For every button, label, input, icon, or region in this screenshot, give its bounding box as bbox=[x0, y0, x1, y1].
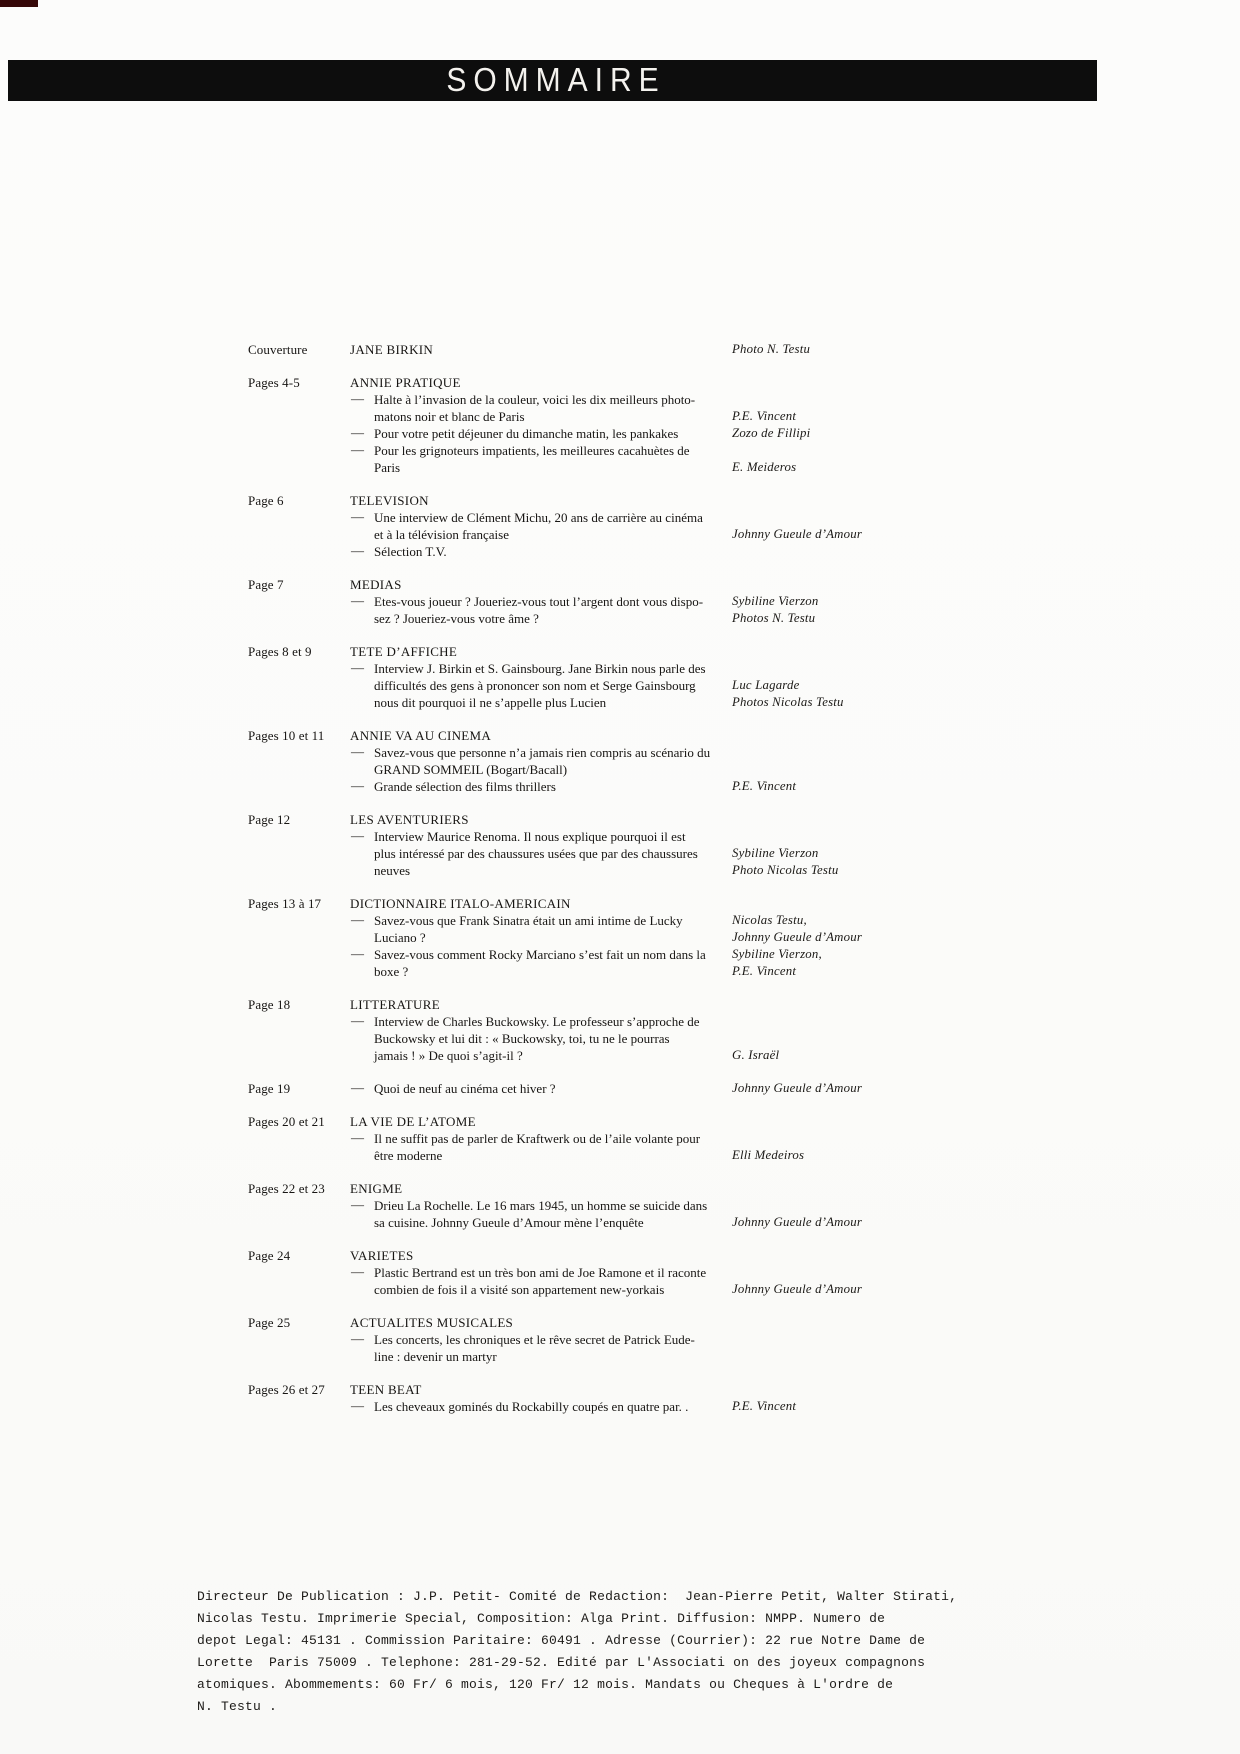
entry-item-line: jamais ! » De quoi s’agit-il ? bbox=[374, 1048, 523, 1063]
entry-item-line: être moderne bbox=[374, 1148, 443, 1163]
bullet-dash-icon: — bbox=[351, 1197, 364, 1212]
entry-page-label: Page 7 bbox=[248, 577, 284, 592]
entry-item-line: combien de fois il a visité son appartement new-yorkais bbox=[374, 1282, 665, 1297]
footer-line: N. Testu . bbox=[197, 1699, 278, 1714]
toc-entry bbox=[248, 1247, 968, 1298]
entry-item-line: plus intéressé par des chaussures usées que par des chaussures bbox=[374, 846, 698, 861]
entry-item-line: Halte à l’invasion de la couleur, voici les dix meilleurs photo- bbox=[374, 392, 696, 407]
bullet-dash-icon: — bbox=[351, 442, 364, 457]
entry-page-label: Pages 22 et 23 bbox=[248, 1181, 325, 1196]
entry-credit: Johnny Gueule d’Amour bbox=[732, 1081, 863, 1095]
entry-title: ANNIE PRATIQUE bbox=[350, 375, 461, 390]
entry-credit: Elli Medeiros bbox=[732, 1148, 805, 1162]
entry-item-line: Pour les grignoteurs impatients, les meilleures cacahuètes de bbox=[374, 443, 690, 458]
entry-item-line: Etes-vous joueur ? Joueriez-vous tout l’argent dont vous dispo- bbox=[374, 594, 704, 609]
bullet-dash-icon: — bbox=[351, 912, 364, 927]
entry-credit: P.E. Vincent bbox=[732, 1399, 797, 1413]
entry-item-line: Interview Maurice Renoma. Il nous explique pourquoi il est bbox=[374, 829, 686, 844]
toc-entry bbox=[248, 1314, 968, 1365]
toc-entry bbox=[248, 1113, 968, 1164]
bullet-dash-icon: — bbox=[351, 660, 364, 675]
footer-line: Nicolas Testu. Imprimerie Special, Composition: Alga Print. Diffusion: NMPP. Numero de bbox=[197, 1611, 886, 1626]
entry-item-line: Pour votre petit déjeuner du dimanche matin, les pankakes bbox=[374, 426, 679, 441]
entry-credit: Johnny Gueule d’Amour bbox=[732, 1282, 863, 1296]
entry-item-line: et à la télévision française bbox=[374, 527, 509, 542]
entry-credit: Photos N. Testu bbox=[732, 611, 816, 625]
entry-credit: Johnny Gueule d’Amour bbox=[732, 527, 863, 541]
entry-page-label: Pages 4-5 bbox=[248, 375, 300, 390]
entry-item-line: Quoi de neuf au cinéma cet hiver ? bbox=[374, 1081, 556, 1096]
entry-item-line: line : devenir un martyr bbox=[374, 1349, 497, 1364]
entry-credit: Photo N. Testu bbox=[732, 342, 811, 356]
bullet-dash-icon: — bbox=[351, 946, 364, 961]
entry-title: LES AVENTURIERS bbox=[350, 812, 469, 827]
entry-item-line: Grande sélection des films thrillers bbox=[374, 779, 556, 794]
entry-page-label: Pages 8 et 9 bbox=[248, 644, 312, 659]
page-title: SOMMAIRE bbox=[446, 61, 666, 99]
entry-item-line: Savez-vous comment Rocky Marciano s’est fait un nom dans la bbox=[374, 947, 706, 962]
toc-entries bbox=[248, 341, 968, 1431]
entry-title: TEEN BEAT bbox=[350, 1382, 422, 1397]
bullet-dash-icon: — bbox=[351, 778, 364, 793]
entry-item-line: matons noir et blanc de Paris bbox=[374, 409, 525, 424]
entry-credit: Johnny Gueule d’Amour bbox=[732, 930, 863, 944]
entry-item-line: Interview de Charles Buckowsky. Le professeur s’approche de bbox=[374, 1014, 700, 1029]
toc-entry bbox=[248, 341, 968, 358]
entry-page-label: Page 25 bbox=[248, 1315, 291, 1330]
toc-entry bbox=[248, 996, 968, 1064]
entry-title: VARIETES bbox=[350, 1248, 414, 1263]
entry-item-line: sa cuisine. Johnny Gueule d’Amour mène l’enquête bbox=[374, 1215, 644, 1230]
scan-edge-artifact bbox=[0, 0, 38, 7]
entry-item-line: Savez-vous que personne n’a jamais rien compris au scénario du bbox=[374, 745, 711, 760]
entry-title: TETE D’AFFICHE bbox=[350, 644, 458, 659]
entry-credit: G. Israël bbox=[732, 1048, 780, 1062]
entry-title: JANE BIRKIN bbox=[350, 342, 434, 357]
bullet-dash-icon: — bbox=[351, 391, 364, 406]
entry-title: LITTERATURE bbox=[350, 997, 440, 1012]
footer-line: depot Legal: 45131 . Commission Paritaire: 60491 . Adresse (Courrier): 22 rue Notre Dame de bbox=[197, 1633, 926, 1648]
entry-credit: Sybiline Vierzon bbox=[732, 846, 819, 860]
bullet-dash-icon: — bbox=[351, 543, 364, 558]
entry-item-line: Luciano ? bbox=[374, 930, 426, 945]
bullet-dash-icon: — bbox=[351, 1080, 364, 1095]
entry-page-label: Pages 13 à 17 bbox=[248, 896, 322, 911]
entry-title: LA VIE DE L’ATOME bbox=[350, 1114, 476, 1129]
entry-credit: P.E. Vincent bbox=[732, 779, 797, 793]
entry-page-label: Pages 10 et 11 bbox=[248, 728, 325, 743]
footer-line: Directeur De Publication : J.P. Petit- Comité de Redaction: Jean-Pierre Petit, Walter Stirati, bbox=[197, 1589, 958, 1604]
entry-page-label: Pages 26 et 27 bbox=[248, 1382, 325, 1397]
entry-credit: Sybiline Vierzon, bbox=[732, 947, 822, 961]
entry-item-line: Buckowsky et lui dit : « Buckowsky, toi, tu ne le pourras bbox=[374, 1031, 670, 1046]
toc-entry bbox=[248, 1381, 968, 1415]
bullet-dash-icon: — bbox=[351, 744, 364, 759]
entry-item-line: sez ? Joueriez-vous votre âme ? bbox=[374, 611, 539, 626]
bullet-dash-icon: — bbox=[351, 425, 364, 440]
entry-item-line: Interview J. Birkin et S. Gainsbourg. Jane Birkin nous parle des bbox=[374, 661, 706, 676]
bullet-dash-icon: — bbox=[351, 1130, 364, 1145]
entry-item-line: Paris bbox=[374, 460, 400, 475]
entry-credit: Sybiline Vierzon bbox=[732, 594, 819, 608]
entry-item-line: difficultés des gens à prononcer son nom et Serge Gainsbourg bbox=[374, 678, 696, 693]
entry-item-line: Plastic Bertrand est un très bon ami de Joe Ramone et il raconte bbox=[374, 1265, 707, 1280]
entry-credit: Johnny Gueule d’Amour bbox=[732, 1215, 863, 1229]
bullet-dash-icon: — bbox=[351, 1013, 364, 1028]
entry-page-label: Pages 20 et 21 bbox=[248, 1114, 325, 1129]
toc-entry bbox=[248, 576, 968, 627]
entry-item-line: Drieu La Rochelle. Le 16 mars 1945, un homme se suicide dans bbox=[374, 1198, 708, 1213]
entry-credit: P.E. Vincent bbox=[732, 409, 797, 423]
sommaire-banner bbox=[8, 60, 1097, 101]
toc-entry bbox=[248, 895, 968, 980]
entry-page-label: Page 19 bbox=[248, 1081, 291, 1096]
entry-page-label: Page 12 bbox=[248, 812, 291, 827]
toc-entry bbox=[248, 374, 968, 476]
entry-item-line: Les concerts, les chroniques et le rêve secret de Patrick Eude- bbox=[374, 1332, 695, 1347]
bullet-dash-icon: — bbox=[351, 593, 364, 608]
entry-credit: P.E. Vincent bbox=[732, 964, 797, 978]
footer-line: atomiques. Abommements: 60 Fr/ 6 mois, 120 Fr/ 12 mois. Mandats ou Cheques à L'ordre de bbox=[197, 1677, 894, 1692]
footer-line: Lorette Paris 75009 . Telephone: 281-29-52. Edité par L'Associati on des joyeux compagnons bbox=[197, 1655, 926, 1670]
toc-entry bbox=[248, 492, 968, 560]
entry-item-line: neuves bbox=[374, 863, 411, 878]
entry-item-line: Une interview de Clément Michu, 20 ans de carrière au cinéma bbox=[374, 510, 703, 525]
entry-credit: E. Meideros bbox=[732, 460, 797, 474]
entry-page-label: Page 24 bbox=[248, 1248, 291, 1263]
entry-title: ACTUALITES MUSICALES bbox=[350, 1315, 514, 1330]
bullet-dash-icon: — bbox=[351, 828, 364, 843]
entry-title: ENIGME bbox=[350, 1181, 403, 1196]
toc-entry bbox=[248, 1080, 968, 1097]
entry-title: MEDIAS bbox=[350, 577, 402, 592]
entry-item-line: Savez-vous que Frank Sinatra était un ami intime de Lucky bbox=[374, 913, 683, 928]
entry-item-line: Sélection T.V. bbox=[374, 544, 447, 559]
bullet-dash-icon: — bbox=[351, 1264, 364, 1279]
entry-item-line: GRAND SOMMEIL (Bogart/Bacall) bbox=[374, 762, 568, 777]
entry-page-label: Page 18 bbox=[248, 997, 291, 1012]
bullet-dash-icon: — bbox=[351, 1398, 364, 1413]
entry-title: TELEVISION bbox=[350, 493, 429, 508]
bullet-dash-icon: — bbox=[351, 1331, 364, 1346]
entry-credit: Photos Nicolas Testu bbox=[732, 695, 844, 709]
entry-title: ANNIE VA AU CINEMA bbox=[350, 728, 492, 743]
entry-page-label: Couverture bbox=[248, 342, 308, 357]
bullet-dash-icon: — bbox=[351, 509, 364, 524]
toc-entry bbox=[248, 811, 968, 879]
entry-page-label: Page 6 bbox=[248, 493, 284, 508]
toc-entry bbox=[248, 643, 968, 711]
toc-entry bbox=[248, 727, 968, 795]
entry-credit: Luc Lagarde bbox=[732, 678, 800, 692]
toc-entry bbox=[248, 1180, 968, 1231]
entry-credit: Photo Nicolas Testu bbox=[732, 863, 839, 877]
entry-item-line: nous dit pourquoi il ne s’appelle plus Lucien bbox=[374, 695, 607, 710]
publication-info bbox=[197, 1586, 1007, 1718]
entry-item-line: Il ne suffit pas de parler de Kraftwerk ou de l’aile volante pour bbox=[374, 1131, 701, 1146]
entry-item-line: boxe ? bbox=[374, 964, 409, 979]
entry-credit: Zozo de Fillipi bbox=[732, 426, 811, 440]
entry-title: DICTIONNAIRE ITALO-AMERICAIN bbox=[350, 896, 571, 911]
entry-item-line: Les cheveaux gominés du Rockabilly coupés en quatre par. . bbox=[374, 1399, 689, 1414]
entry-credit: Nicolas Testu, bbox=[732, 913, 807, 927]
